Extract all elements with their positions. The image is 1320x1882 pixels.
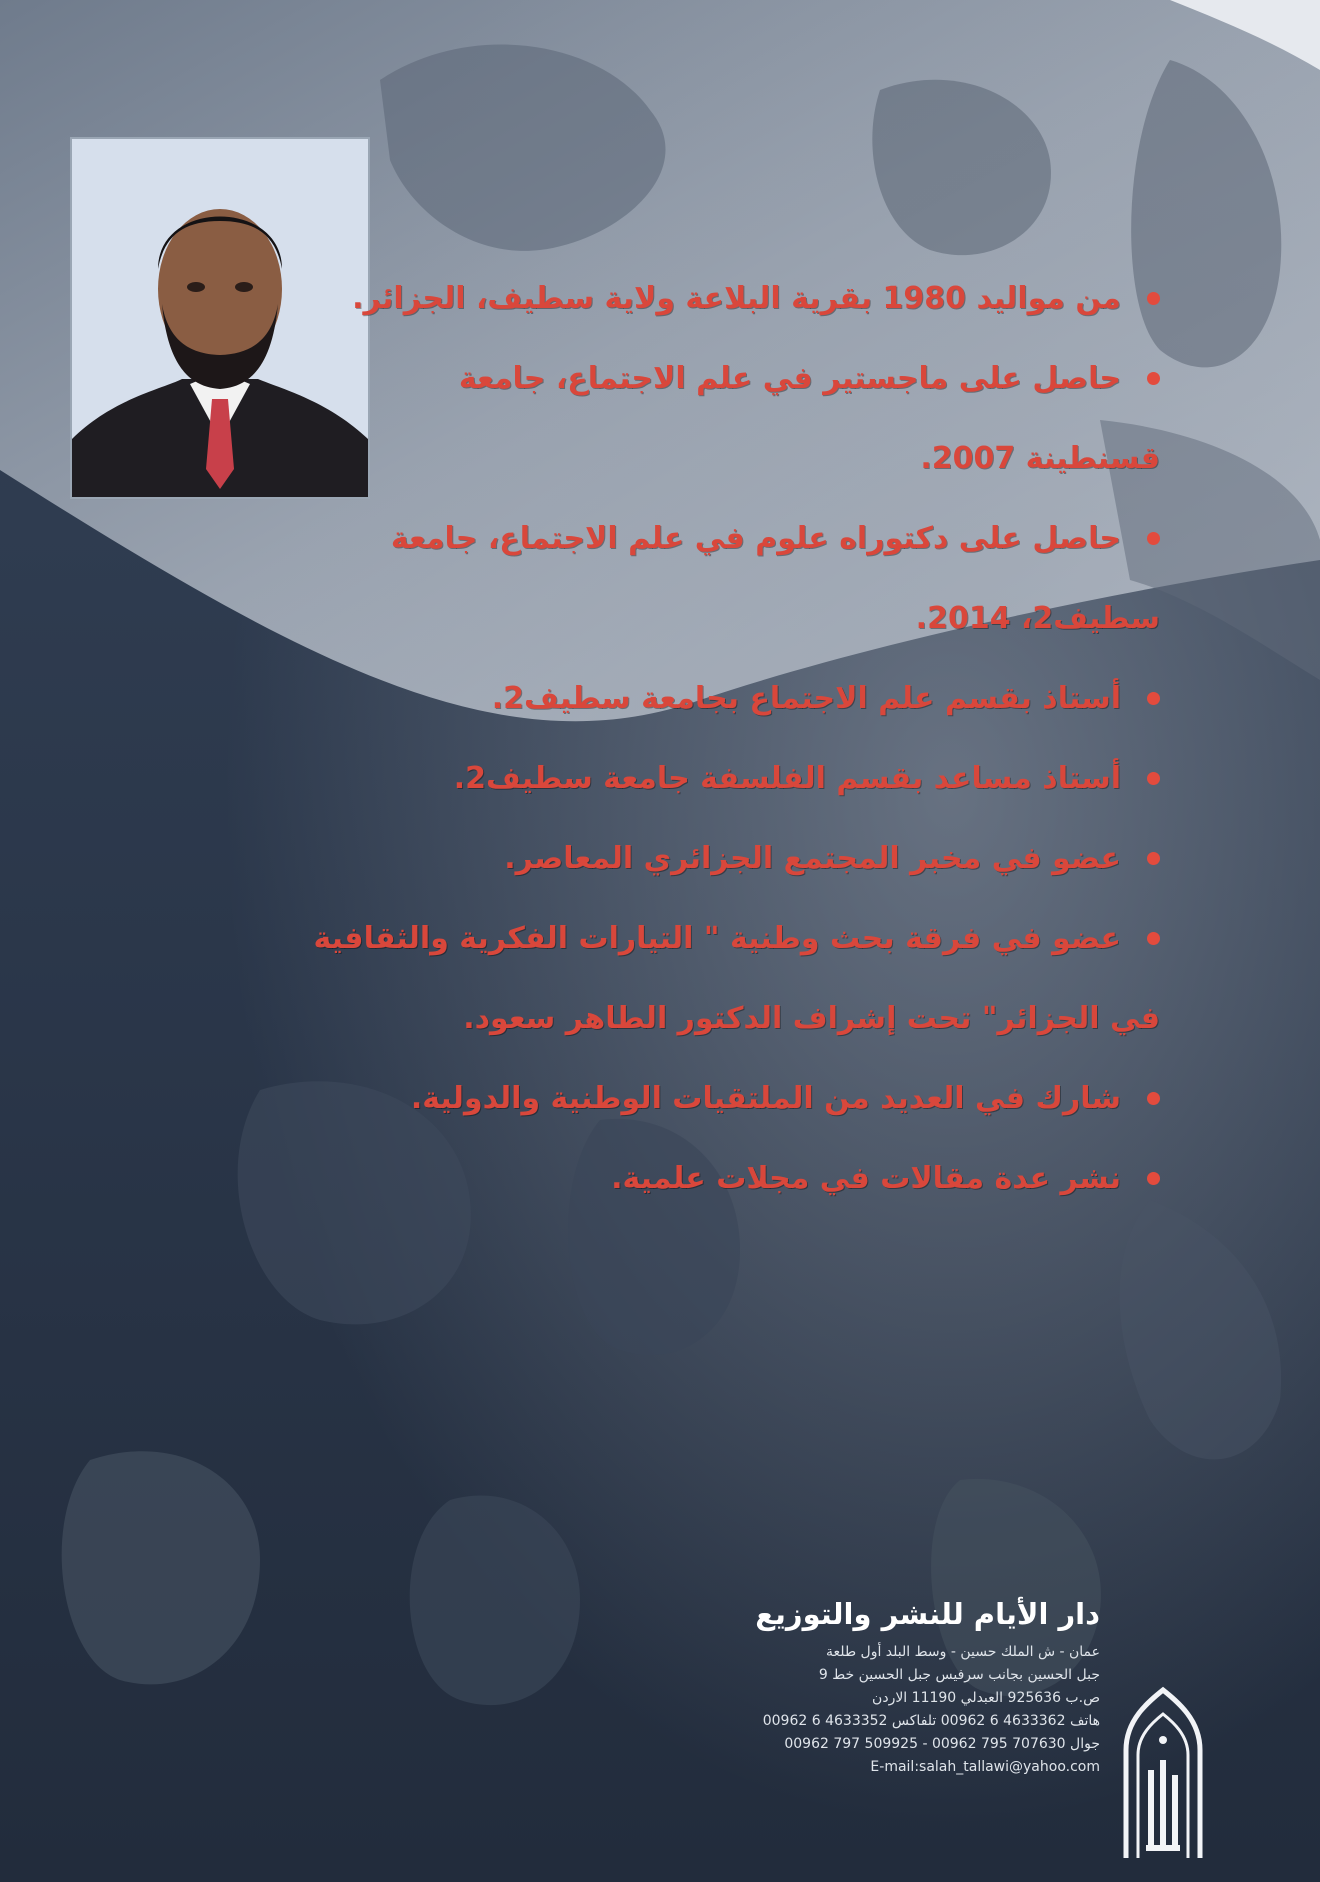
publisher-mobile: جوال 707630 795 00962 - 509925 797 00962 [784, 1736, 1100, 1752]
publisher-address: جبل الحسين بجانب سرفيس جبل الحسين خط 9 [818, 1667, 1100, 1683]
bio-text: من مواليد 1980 بقرية البلاعة ولاية سطيف، الجزائر. [352, 280, 1121, 316]
bio-text-continued: في الجزائر" تحت إشراف الدكتور الطاهر سعود. [463, 1000, 1160, 1036]
bullet-icon [1147, 532, 1160, 545]
publisher-logo-icon [1118, 1680, 1208, 1860]
author-bio-list [200, 258, 1160, 1218]
publisher-phone: هاتف 4633362 6 00962 تلفاكس 4633352 6 00962 [762, 1713, 1100, 1729]
bullet-icon [1147, 932, 1160, 945]
bullet-icon [1147, 372, 1160, 385]
bio-text: عضو في مخبر المجتمع الجزائري المعاصر. [504, 840, 1121, 876]
bio-item-masters [200, 338, 1160, 498]
bio-text: حاصل على ماجستير في علم الاجتماع، جامعة [458, 360, 1121, 396]
bullet-icon [1147, 692, 1160, 705]
bio-text: أستاذ بقسم علم الاجتماع بجامعة سطيف2. [491, 680, 1121, 716]
bio-item-birth [200, 258, 1160, 338]
publisher-email: E-mail:salah_tallawi@yahoo.com [870, 1759, 1100, 1775]
bio-item-doctorate [200, 498, 1160, 658]
bullet-icon [1147, 1172, 1160, 1185]
bio-text-continued: قسنطينة 2007. [920, 440, 1160, 476]
bio-text: عضو في فرقة بحث وطنية " التيارات الفكرية والثقافية [313, 920, 1121, 956]
bio-item-research-team [200, 898, 1160, 1058]
publisher-address: عمان - ش الملك حسين - وسط البلد أول طلعة [826, 1644, 1100, 1660]
bio-text: نشر عدة مقالات في مجلات علمية. [611, 1160, 1121, 1196]
bio-text: حاصل على دكتوراه علوم في علم الاجتماع، جامعة [390, 520, 1121, 556]
bio-item-assistant-professor [200, 738, 1160, 818]
bio-item-conferences [200, 1058, 1160, 1138]
bio-item-lab-member [200, 818, 1160, 898]
bio-text-continued: سطيف2، 2014. [915, 600, 1160, 636]
bullet-icon [1147, 292, 1160, 305]
bullet-icon [1147, 852, 1160, 865]
publisher-name: دار الأيام للنشر والتوزيع [755, 1597, 1100, 1631]
publisher-po-box: ص.ب 925636 العبدلي 11190 الاردن [872, 1690, 1100, 1706]
bullet-icon [1147, 1092, 1160, 1105]
bio-text: أستاذ مساعد بقسم الفلسفة جامعة سطيف2. [453, 760, 1121, 796]
bio-item-professor [200, 658, 1160, 738]
bullet-icon [1147, 772, 1160, 785]
bio-item-articles [200, 1138, 1160, 1218]
publisher-info [580, 1597, 1100, 1779]
bio-text: شارك في العديد من الملتقيات الوطنية والدولية. [410, 1080, 1121, 1116]
